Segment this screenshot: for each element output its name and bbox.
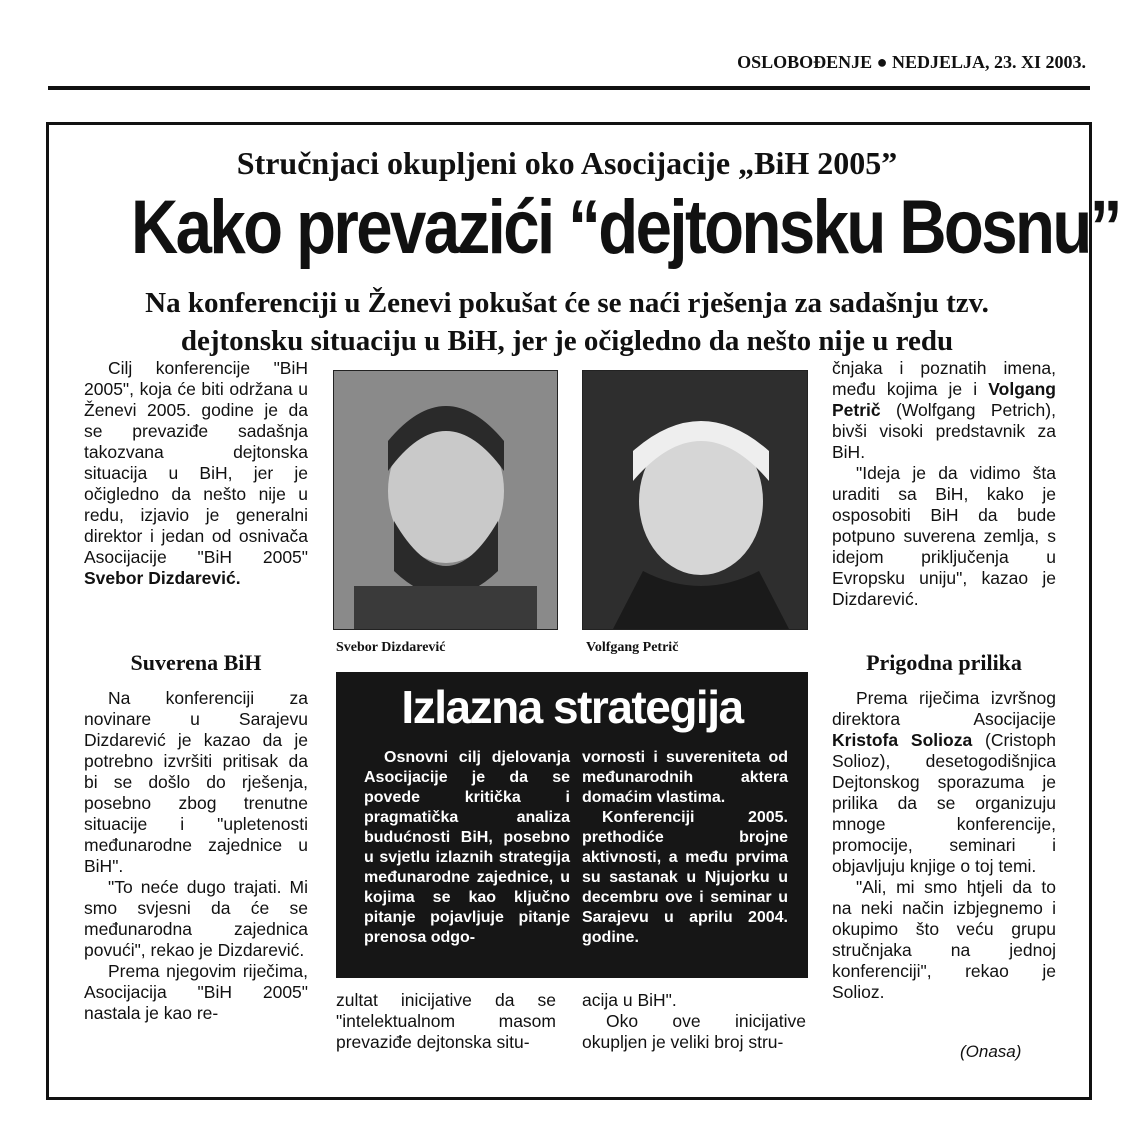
column-4-top: [832, 358, 1056, 610]
name-volgang-petric: Volgang Petrič: [832, 379, 1056, 420]
column-1-bottom: [84, 688, 308, 1024]
col3-paragraph-1: acija u BiH".: [582, 990, 677, 1010]
sidebar-box-paragraph-2: vornosti i suvereniteta od međunarodnih aktera domaćim vlastima.: [582, 749, 788, 806]
col2-paragraph: zultat inicijative da se "intelektualnom masom prevaziđe dejtonska situ-: [336, 990, 556, 1052]
column-4-bottom: [832, 688, 1056, 1003]
sidebar-box-column-1: [364, 748, 570, 948]
col4-paragraph-4: "Ali, mi smo htjeli da to na neki način izbjegnemo i okupimo što veću grupu stručnjaka na jednoj konferenciji", rekao je Solioz.: [832, 877, 1056, 1002]
subhead-suverena: Suverena BiH: [130, 650, 262, 675]
intro-paragraph: Cilj konferencije "BiH 2005", koja će biti održana u Ženevi 2005. godine je da se prevaziđe sadašnja takozvana dejtonska situacija u BiH, jer je očigledno da nešto nije u redu, izjavio je generalni direktor i jedan od osnivača Asocijacije "BiH 2005" Svebor Dizdarević.: [84, 358, 308, 588]
portrait-placeholder-icon: [334, 371, 557, 629]
name-kristofa-solioza: Kristofa Solioza: [832, 730, 973, 750]
masthead-rule: [48, 86, 1090, 90]
sidebar-box-title: Izlazna strategija: [401, 681, 743, 733]
col4-paragraph-3: Prema riječima izvršnog direktora Asocijacije Kristofa Solioza (Cristoph Solioz), desetogodišnjica Dejtonskog sporazuma je prilika da se organizuju mnoge konferencije, promocije, seminari i objavljuju knjige o toj temi.: [832, 688, 1056, 876]
sidebar-box-column-2: [582, 748, 788, 948]
caption-left: Svebor Dizdarević: [336, 640, 446, 655]
masthead: OSLOBOĐENJE ● NEDJELJA, 23. XI 2003.: [737, 52, 1086, 72]
article-headline: Kako prevazići “dejtonsku Bosnu”: [130, 185, 1120, 270]
photo-svebor-dizdarevic: [333, 370, 558, 630]
col3-paragraph-2: Oko ove inicijative okupljen je veliki broj stru-: [582, 1011, 806, 1052]
article-kicker: Stručnjaci okupljeni oko Asocijacije „BiH 2005”: [236, 145, 898, 181]
photo-wolfgang-petrich: [582, 370, 808, 630]
sidebar-box-paragraph-1: Osnovni cilj djelovanja Asocijacije je da se povede kritička i pragmatička analiza budućnosti BiH, posebno u svjetlu izlaznih strategija međunarodne zajednice, u kojima se kao ključno pitanje pojavljuje pitanje prenosa odgo-: [364, 749, 570, 946]
column-2-bottom: [336, 990, 556, 1053]
column-1-top: [84, 358, 308, 589]
sidebar-box-paragraph-3: Konferenciji 2005. prethodiće brojne aktivnosti, a među prvima su sastanak u Njujorku u decembru ove i seminar u Sarajevu u aprilu 2004. godine.: [582, 809, 788, 946]
article-deck: [70, 284, 1064, 360]
col1-paragraph-3: Prema njegovim riječima, Asocijacija "BiH 2005" nastala je kao re-: [84, 961, 308, 1023]
portrait-placeholder-icon: [583, 371, 807, 629]
sidebar-box: [336, 672, 808, 978]
col4-paragraph-2: "Ideja je da vidimo šta uraditi sa BiH, kako je osposobiti BiH da bude potpuno suverena zemlja, s idejom priključenja u Evropsku uniju", kazao je Dizdarević.: [832, 463, 1056, 609]
intro-name: Svebor Dizdarević.: [84, 568, 241, 588]
deck-line-1: Na konferenciji u Ženevi pokušat će se naći rješenja za sadašnju tzv.: [145, 287, 989, 319]
col1-paragraph-2: "To neće dugo trajati. Mi smo svjesni da će se međunarodna zajednica povući", rekao je Dizdarević.: [84, 877, 308, 960]
deck-line-2: dejtonsku situaciju u BiH, jer je očigledno da nešto nije u redu: [180, 325, 954, 357]
article-source: (Onasa): [960, 1042, 1022, 1061]
column-3-bottom: [582, 990, 806, 1053]
subhead-prigodna: Prigodna prilika: [866, 650, 1022, 675]
col1-paragraph-1: Na konferenciji za novinare u Sarajevu Dizdarević je kazao da je potrebno izvršiti pritisak da bi se došlo do rješenja, posebno zbog trenutne situacije i "upletenosti međunarodne zajednice u BiH".: [84, 688, 308, 876]
col4-paragraph-1: čnjaka i poznatih imena, među kojima je i Volgang Petrič (Wolfgang Petrich), bivši visoki predstavnik za BiH.: [832, 358, 1056, 462]
caption-right: Volfgang Petrič: [586, 640, 679, 655]
